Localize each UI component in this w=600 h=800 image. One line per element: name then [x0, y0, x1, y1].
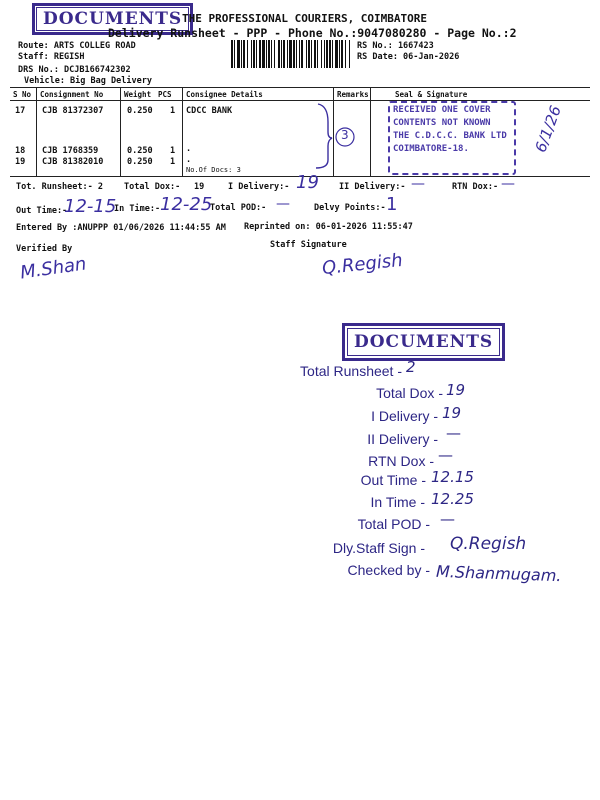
staff-signature: Q.Regish	[321, 249, 404, 280]
header-remarks: Remarks	[337, 90, 369, 99]
summary-label-i-delivery: I Delivery -	[371, 408, 438, 424]
runsheet-subtitle: Delivery Runsheet - PPP - Phone No.:9047080280 - Page No.:2	[108, 26, 517, 40]
route-text: Route: ARTS COLLEG ROAD	[18, 41, 136, 51]
summary-value-rtn-dox: —	[438, 446, 453, 464]
summary-label-rtn-dox: RTN Dox -	[368, 453, 434, 469]
rs-date: RS Date: 06-Jan-2026	[357, 52, 460, 62]
delvy-points-value: 1	[386, 194, 398, 215]
company-name: THE PROFESSIONAL COURIERS, COIMBATORE	[182, 12, 428, 25]
barcode-bar	[253, 40, 255, 68]
barcode-bar	[278, 40, 280, 68]
summary-label-total-runsheet: Total Runsheet -	[300, 363, 402, 379]
header-seal: Seal & Signature	[395, 90, 468, 99]
summary-value-out-time: 12.15	[431, 468, 474, 486]
header-sno: S No	[13, 90, 32, 99]
summary-value-checked-by: M.Shanmugam.	[435, 561, 562, 586]
row-consignee: .	[186, 155, 192, 165]
summary-value-ii-delivery: —	[446, 424, 461, 442]
col-divider	[120, 87, 121, 176]
barcode-bar	[259, 40, 261, 68]
barcode-bar	[289, 40, 292, 68]
barcode-bar	[268, 40, 270, 68]
row-pcs: 1	[170, 106, 176, 116]
summary-documents-stamp	[342, 323, 505, 361]
vehicle-text: Vehicle: Big Bag Delivery	[24, 76, 152, 86]
row-pcs: 1	[170, 146, 176, 156]
row-consignment: CJB 81382010	[42, 157, 104, 167]
header-pcs: PCS	[158, 90, 172, 99]
staff-signature-label: Staff Signature	[270, 240, 347, 250]
table-top-rule	[10, 87, 590, 88]
total-pod-value: —	[276, 196, 290, 212]
summary-label-checked-by: Checked by -	[347, 562, 430, 578]
barcode-bar	[237, 40, 240, 68]
barcode-bar	[251, 40, 252, 68]
barcode-bar	[345, 40, 346, 68]
barcode-bar	[266, 40, 267, 68]
summary-value-dly-staff-sign: Q.Regish	[450, 534, 527, 554]
summary-label-dly-staff-sign: Dly.Staff Sign -	[332, 540, 425, 556]
row-weight: 0.250	[127, 106, 153, 116]
header-consignment: Consignment No	[40, 90, 104, 99]
barcode-bar	[281, 40, 282, 68]
barcode-bar	[308, 40, 310, 68]
barcode-bar	[332, 40, 333, 68]
seal-line: THE C.D.C.C. BANK LTD	[393, 131, 507, 141]
barcode-bar	[314, 40, 316, 68]
barcode-bar	[231, 40, 233, 68]
summary-value-total-pod: —	[440, 510, 455, 528]
summary-value-i-delivery: 19	[442, 404, 462, 422]
col-divider	[182, 87, 183, 176]
total-pod-label: Total POD:-	[210, 203, 267, 213]
barcode-bar	[262, 40, 265, 68]
row-weight: 0.250	[127, 157, 153, 167]
barcode-bar	[306, 40, 307, 68]
rtn-dox-label: RTN Dox:-	[452, 182, 499, 192]
header-weight: Weight	[124, 90, 152, 99]
remarks-count: 3	[341, 128, 349, 142]
barcode-bar	[341, 40, 343, 68]
summary-value-total-runsheet: 2	[406, 358, 416, 376]
in-time-value: 12-25	[160, 194, 213, 215]
bank-seal-text	[393, 104, 507, 156]
row-consignee: CDCC BANK	[186, 106, 233, 116]
col-divider	[36, 87, 37, 176]
tot-runsheet: Tot. Runsheet:- 2	[16, 182, 103, 192]
verified-by-label: Verified By	[16, 244, 73, 254]
rs-no: RS No.: 1667423	[357, 41, 434, 51]
seal-line: COIMBATORE-18.	[393, 144, 469, 154]
barcode-bar	[321, 40, 322, 68]
barcode-bar	[283, 40, 285, 68]
no-of-docs: No.Of Docs: 3	[186, 166, 241, 174]
out-time-label: Out Time:-	[16, 206, 68, 216]
in-time-label: In Time:-	[114, 204, 161, 214]
out-time-value: 12-15	[64, 196, 117, 217]
barcode-bar	[335, 40, 338, 68]
summary-stamp-title: DOCUMENTS	[347, 328, 500, 356]
reprinted-on: Reprinted on: 06-01-2026 11:55:47	[244, 222, 413, 232]
barcode-bar	[296, 40, 297, 68]
barcode-bar	[311, 40, 312, 68]
row-pcs: 1	[170, 157, 176, 167]
total-dox-label: Total Dox:-	[124, 182, 181, 192]
barcode-bar	[256, 40, 257, 68]
barcode	[231, 40, 353, 68]
barcode-bar	[301, 40, 303, 68]
seal-line: RECEIVED ONE COVER	[393, 105, 491, 115]
row-weight: 0.250	[127, 146, 153, 156]
summary-label-out-time: Out Time -	[360, 472, 426, 488]
barcode-bar	[349, 40, 350, 68]
summary-label-in-time: In Time -	[370, 494, 425, 510]
seal-date: 6/1/26	[531, 103, 565, 155]
documents-stamp-text: DOCUMENTS	[36, 7, 189, 31]
delvy-points-label: Delvy Points:-	[314, 203, 386, 213]
summary-label-total-dox: Total Dox -	[376, 385, 443, 401]
row-sno: 17	[15, 106, 26, 116]
barcode-bar	[324, 40, 325, 68]
summary-value-in-time: 12.25	[431, 490, 474, 508]
barcode-bar	[247, 40, 248, 68]
summary-label-ii-delivery: II Delivery -	[367, 431, 438, 447]
row-consignee: .	[186, 144, 192, 154]
barcode-bar	[317, 40, 318, 68]
barcode-bar	[329, 40, 331, 68]
entered-by: Entered By :ANUPPP 01/06/2026 11:44:55 AM	[16, 223, 226, 233]
i-delivery-value: 19	[296, 172, 319, 193]
rtn-dox-value: —	[501, 176, 515, 192]
seal-line: CONTENTS NOT KNOWN	[393, 118, 491, 128]
barcode-bar	[326, 40, 328, 68]
barcode-bar	[274, 40, 275, 68]
header-consignee: Consignee Details	[186, 90, 263, 99]
ii-delivery-label: II Delivery:-	[339, 182, 406, 192]
row-sno: 18	[15, 146, 26, 156]
row-consignment: CJB 81372307	[42, 106, 104, 116]
row-sno: 19	[15, 157, 26, 167]
barcode-bar	[243, 40, 245, 68]
remarks-bracket	[310, 102, 360, 172]
barcode-bar	[241, 40, 242, 68]
barcode-bar	[293, 40, 295, 68]
summary-value-total-dox: 19	[446, 381, 466, 399]
barcode-bar	[234, 40, 235, 68]
barcode-bar	[339, 40, 340, 68]
drs-text: DRS No.: DCJB166742302	[18, 65, 131, 75]
ii-delivery-value: —	[411, 176, 425, 192]
col-divider	[370, 87, 371, 176]
total-dox-value: 19	[194, 182, 205, 192]
staff-text: Staff: REGISH	[18, 52, 85, 62]
barcode-bar	[299, 40, 300, 68]
verified-signature: M.Shan	[18, 253, 88, 284]
i-delivery-label: I Delivery:-	[228, 182, 290, 192]
row-consignment: CJB 1768359	[42, 146, 99, 156]
barcode-bar	[287, 40, 288, 68]
barcode-bar	[271, 40, 272, 68]
summary-label-total-pod: Total POD -	[357, 516, 430, 532]
